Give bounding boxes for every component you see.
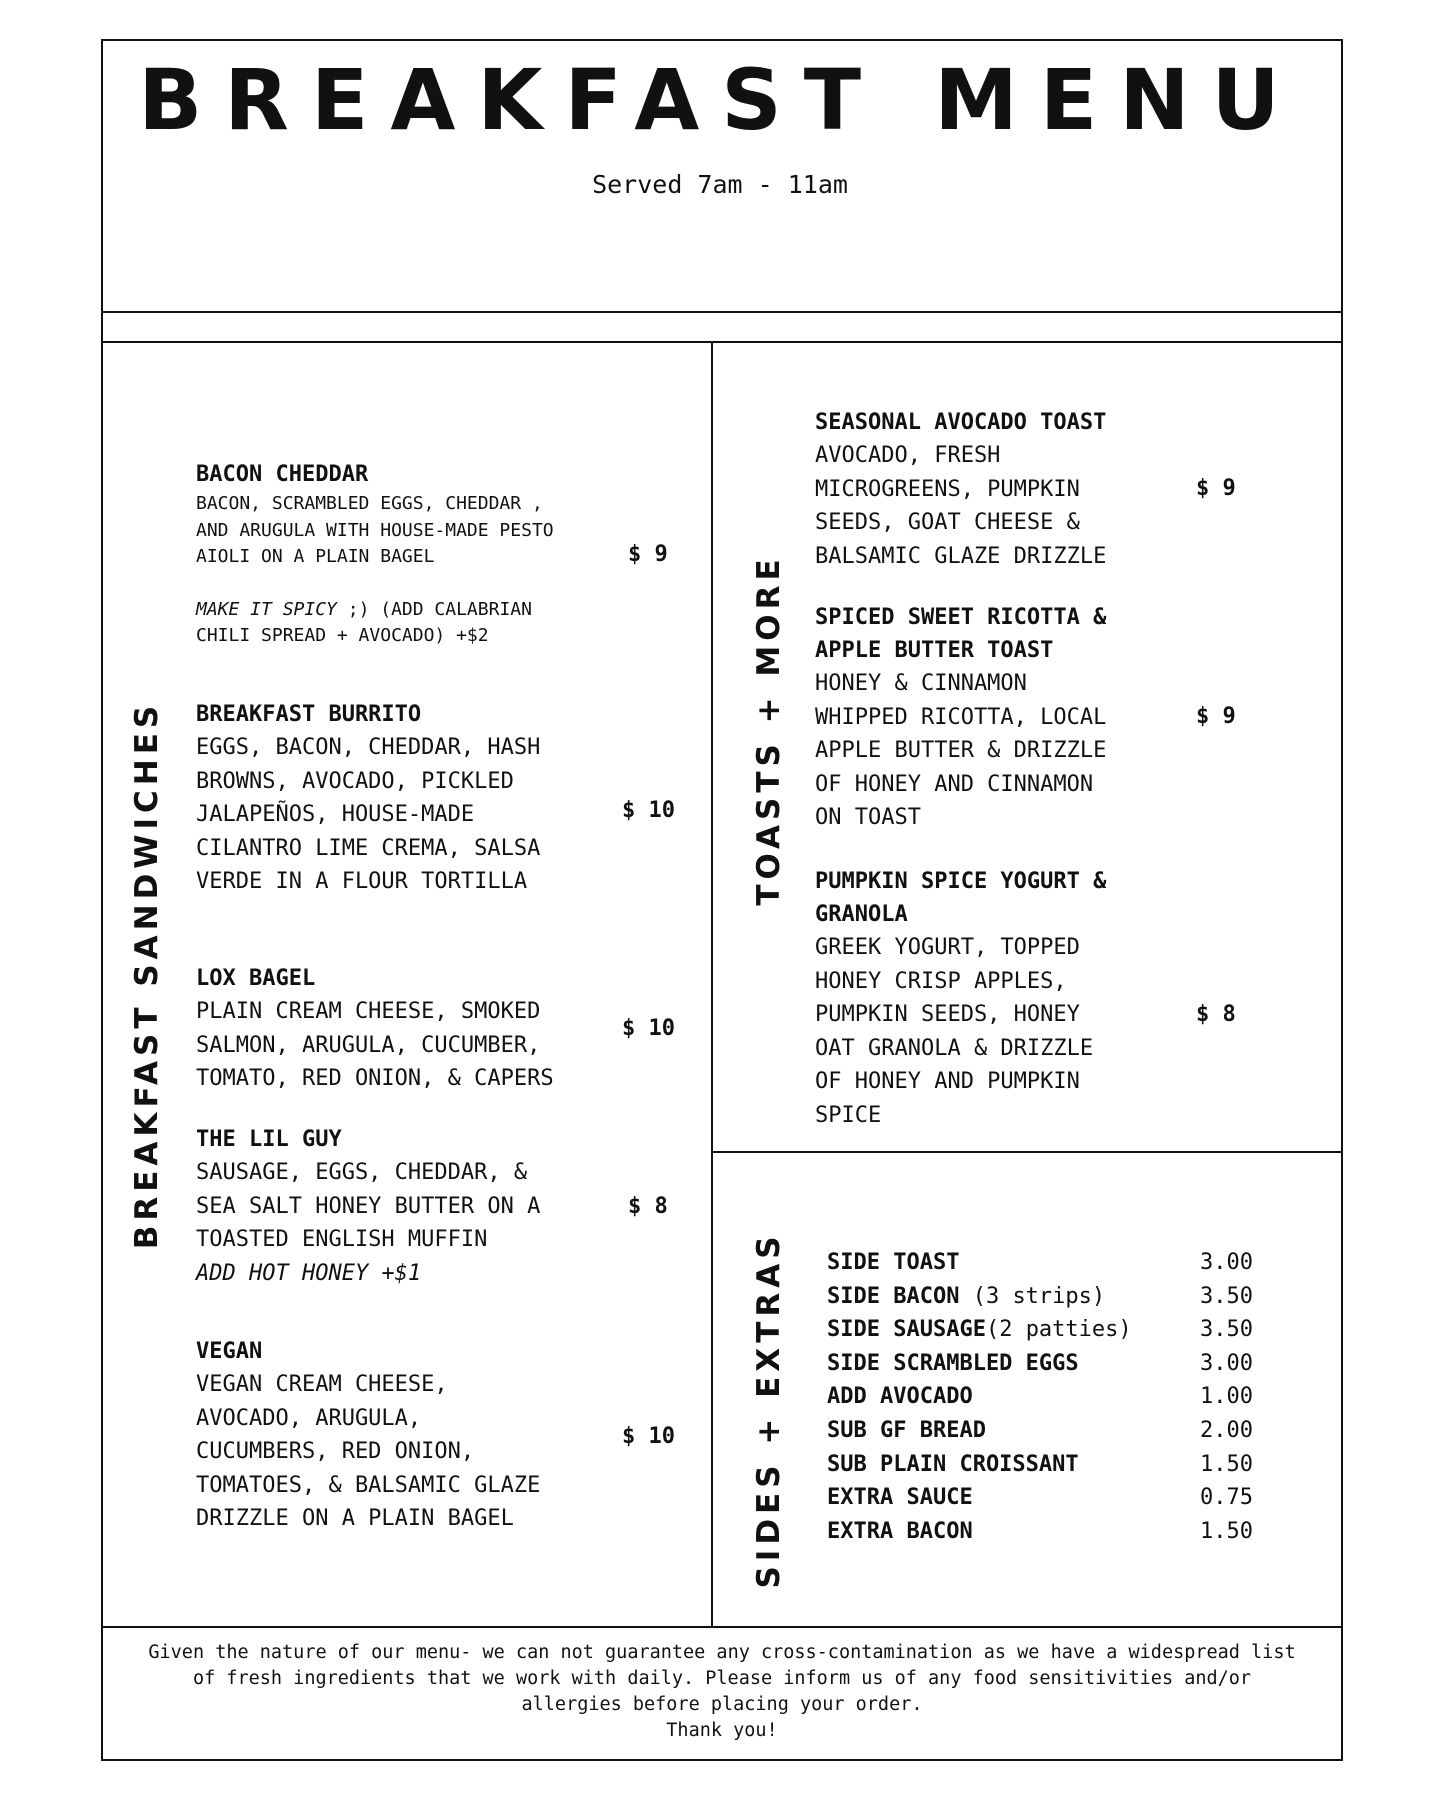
- description-line: BALSAMIC GLAZE DRIZZLE: [815, 543, 1107, 569]
- side-name-text: SIDE BACON: [827, 1283, 973, 1309]
- side-name: [827, 1485, 973, 1510]
- section-label-toasts: TOASTS + MORE: [751, 554, 787, 906]
- item-price: $ 9: [628, 542, 668, 567]
- description-line: MICROGREENS, PUMPKIN: [815, 476, 1080, 502]
- side-price: 3.00: [1200, 1250, 1253, 1275]
- description-line: AIOLI ON A PLAIN BAGEL: [196, 546, 435, 567]
- item-price: $ 8: [628, 1194, 668, 1219]
- side-name-text: ADD AVOCADO: [827, 1384, 973, 1410]
- item-name: VEGAN: [196, 1339, 263, 1364]
- side-name-text: EXTRA BACON: [827, 1518, 973, 1544]
- menu-item-seasonal-avocado-toast: [815, 406, 1106, 573]
- side-item: [827, 1452, 1257, 1486]
- side-item: [827, 1384, 1257, 1418]
- description-line: TOMATOES, & BALSAMIC GLAZE: [196, 1472, 541, 1498]
- menu-item-lox-bagel: [196, 962, 554, 1096]
- side-price: 1.00: [1200, 1384, 1253, 1410]
- side-price: 0.75: [1200, 1485, 1253, 1511]
- side-item: [827, 1284, 1257, 1318]
- side-price: 1.50: [1200, 1451, 1253, 1477]
- description-line: GREEK YOGURT, TOPPED: [815, 935, 1080, 960]
- description-line: OAT GRANOLA & DRIZZLE: [815, 1035, 1094, 1061]
- note-line: [196, 597, 554, 624]
- description-line: AVOCADO, ARUGULA,: [196, 1405, 422, 1431]
- item-name: BREAKFAST BURRITO: [196, 702, 422, 727]
- description-line: ON TOAST: [815, 805, 921, 830]
- item-name: SPICED SWEET RICOTTA &: [815, 605, 1107, 630]
- side-name: [827, 1418, 986, 1443]
- menu-hours: Served 7am - 11am: [592, 170, 848, 199]
- description-line: OF HONEY AND PUMPKIN: [815, 1069, 1080, 1094]
- side-name: [827, 1519, 973, 1544]
- description-line: TOMATO, RED ONION, & CAPERS: [196, 1066, 554, 1091]
- description-line: TOASTED ENGLISH MUFFIN: [196, 1227, 488, 1252]
- disclaimer-line: allergies before placing your order.: [521, 1694, 923, 1715]
- side-name-text: SUB GF BREAD: [827, 1417, 986, 1443]
- item-description: [196, 1368, 540, 1536]
- item-price: $ 9: [1196, 476, 1236, 501]
- item-description: [196, 1156, 540, 1257]
- side-name: [827, 1452, 1079, 1477]
- header-divider-top: [103, 311, 1341, 313]
- side-item: [827, 1519, 1257, 1553]
- note-italic: MAKE IT SPICY: [196, 598, 337, 620]
- header-divider-bottom: [103, 341, 1341, 343]
- disclaimer-line: Given the nature of our menu- we can not guarantee any cross-contamination as we have a widespread list: [148, 1642, 1296, 1663]
- side-name-text: SIDE TOAST: [827, 1250, 960, 1275]
- item-price: $ 8: [1196, 1002, 1236, 1027]
- item-name: BACON CHEDDAR: [196, 462, 369, 487]
- description-line: BROWNS, AVOCADO, PICKLED: [196, 768, 514, 794]
- description-line: AVOCADO, FRESH: [815, 443, 1001, 468]
- description-line: JALAPEÑOS, HOUSE-MADE: [196, 802, 475, 827]
- side-name-text: SIDE SCRAMBLED EGGS: [827, 1350, 1079, 1376]
- item-name: LOX BAGEL: [196, 966, 316, 991]
- menu-item-bacon-cheddar: [196, 458, 554, 650]
- item-description: [815, 667, 1106, 835]
- description-line: SPICE: [815, 1102, 882, 1128]
- menu-item-vegan: [196, 1335, 540, 1536]
- item-price: $ 10: [622, 1424, 675, 1449]
- description-line: SAUSAGE, EGGS, CHEDDAR, &: [196, 1160, 528, 1185]
- footer-divider: [103, 1626, 1341, 1628]
- side-item: [827, 1485, 1257, 1519]
- item-add-on: ADD HOT HONEY +$1: [196, 1260, 422, 1286]
- side-price: 3.50: [1200, 1283, 1253, 1309]
- side-name-text: SIDE SAUSAGE: [827, 1317, 986, 1343]
- description-line: PUMPKIN SEEDS, HONEY: [815, 1002, 1080, 1027]
- description-line: OF HONEY AND CINNAMON: [815, 771, 1094, 797]
- side-item: [827, 1317, 1257, 1351]
- allergy-disclaimer: [101, 1640, 1343, 1744]
- item-name: GRANOLA: [815, 902, 908, 927]
- description-line: VEGAN CREAM CHEESE,: [196, 1372, 448, 1397]
- description-line: CILANTRO LIME CREMA, SALSA: [196, 835, 541, 861]
- menu-item-pumpkin-spice-yogurt: [815, 865, 1106, 1132]
- menu-title: BREAKFAST MENU: [138, 51, 1302, 149]
- description-line: PLAIN CREAM CHEESE, SMOKED: [196, 999, 541, 1024]
- section-label-sandwiches: BREAKFAST SANDWICHES: [129, 700, 165, 1250]
- note-line: CHILI SPREAD + AVOCADO) +$2: [196, 625, 489, 646]
- sides-list: [827, 1250, 1257, 1552]
- side-name: [827, 1284, 1105, 1309]
- item-description: [815, 439, 1106, 573]
- description-line: APPLE BUTTER & DRIZZLE: [815, 738, 1107, 763]
- item-price: $ 10: [622, 798, 675, 823]
- description-line: HONEY & CINNAMON: [815, 671, 1027, 696]
- item-price: $ 10: [622, 1016, 675, 1041]
- side-name: [827, 1384, 973, 1409]
- side-item: [827, 1250, 1257, 1284]
- item-spicy-note: [196, 597, 554, 650]
- description-line: EGGS, BACON, CHEDDAR, HASH: [196, 735, 541, 760]
- note-rest: ;) (ADD CALABRIAN: [336, 598, 532, 620]
- side-price: 3.00: [1200, 1350, 1253, 1376]
- item-description: [196, 491, 554, 571]
- description-line: HONEY CRISP APPLES,: [815, 968, 1067, 994]
- toasts-sides-divider: [711, 1151, 1341, 1153]
- column-divider: [711, 341, 713, 1626]
- item-description: [196, 995, 554, 1096]
- description-line: BACON, SCRAMBLED EGGS, CHEDDAR ,: [196, 493, 543, 514]
- description-line: SEEDS, GOAT CHEESE &: [815, 510, 1080, 535]
- side-name: [827, 1351, 1079, 1376]
- side-name-text: SUB PLAIN CROISSANT: [827, 1451, 1079, 1477]
- side-price: 1.50: [1200, 1518, 1253, 1544]
- description-line: VERDE IN A FLOUR TORTILLA: [196, 869, 528, 894]
- side-quantity: (2 patties): [985, 1317, 1132, 1343]
- item-description: [196, 731, 540, 899]
- description-line: AND ARUGULA WITH HOUSE-MADE PESTO: [196, 519, 554, 541]
- side-quantity: (3 strips): [972, 1283, 1106, 1309]
- description-line: DRIZZLE ON A PLAIN BAGEL: [196, 1506, 514, 1531]
- thank-you-line: Thank you!: [666, 1720, 778, 1741]
- menu-item-the-lil-guy: [196, 1123, 540, 1290]
- description-line: SEA SALT HONEY BUTTER ON A: [196, 1193, 541, 1219]
- item-name: PUMPKIN SPICE YOGURT &: [815, 869, 1107, 894]
- item-price: $ 9: [1196, 704, 1236, 729]
- section-label-sides: SIDES + EXTRAS: [751, 1231, 787, 1589]
- description-line: SALMON, ARUGULA, CUCUMBER,: [196, 1032, 541, 1058]
- menu-item-spiced-sweet-ricotta: [815, 601, 1106, 835]
- disclaimer-line: of fresh ingredients that we work with daily. Please inform us of any food sensitivities and/or: [192, 1668, 1252, 1689]
- description-line: CUCUMBERS, RED ONION,: [196, 1439, 475, 1464]
- side-price: 2.00: [1200, 1417, 1253, 1443]
- item-description: [815, 931, 1106, 1132]
- description-line: WHIPPED RICOTTA, LOCAL: [815, 704, 1107, 730]
- side-item: [827, 1418, 1257, 1452]
- side-item: [827, 1351, 1257, 1385]
- item-name: THE LIL GUY: [196, 1127, 342, 1152]
- menu-item-breakfast-burrito: [196, 698, 540, 899]
- side-price: 3.50: [1200, 1317, 1253, 1343]
- side-name: [827, 1317, 1132, 1342]
- item-name: SEASONAL AVOCADO TOAST: [815, 410, 1107, 435]
- item-name: APPLE BUTTER TOAST: [815, 638, 1054, 663]
- side-name: [827, 1250, 959, 1275]
- side-name-text: EXTRA SAUCE: [827, 1485, 973, 1511]
